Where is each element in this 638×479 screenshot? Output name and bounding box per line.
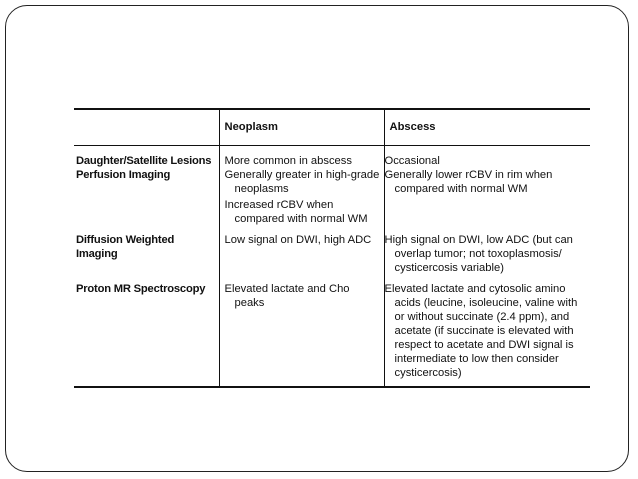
abscess-cell: High signal on DWI, low ADC (but can overlap tumor; not toxoplasmosis/ cysticercosis variable) xyxy=(384,226,590,275)
row-label-diffusion: Diffusion Weighted Imaging xyxy=(76,234,175,260)
abscess-cell: Elevated lactate and cytosolic amino acids (leucine, isoleucine, valine with or without succinate (2.4 ppm), and acetate (if succinate is elevated with respect to acetate and DWI signal is intermediate to low then consider cysticercosis) xyxy=(384,275,590,387)
table-header-row xyxy=(74,109,590,146)
table-row xyxy=(74,168,590,226)
table-row xyxy=(74,275,590,387)
comparison-table xyxy=(74,108,590,388)
header-abscess: Abscess xyxy=(384,109,590,146)
comparison-table-container xyxy=(74,108,590,388)
table-row xyxy=(74,226,590,275)
neoplasm-cell xyxy=(219,168,384,226)
header-neoplasm: Neoplasm xyxy=(219,109,384,146)
neoplasm-cell xyxy=(219,146,384,169)
abscess-cell: Occasional xyxy=(384,146,590,169)
table-row xyxy=(74,146,590,169)
abscess-cell: Generally lower rCBV in rim when compared with normal WM xyxy=(384,168,590,226)
neoplasm-entry: Generally greater in high-grade neoplasms xyxy=(224,169,380,195)
neoplasm-cell xyxy=(219,275,384,387)
neoplasm-entry: More common in abscess xyxy=(224,155,352,167)
neoplasm-entry: Elevated lactate and Cho peaks xyxy=(224,283,350,309)
neoplasm-cell xyxy=(219,226,384,275)
row-label-satellite: Daughter/Satellite Lesions xyxy=(76,155,212,167)
row-label-spectroscopy: Proton MR Spectroscopy xyxy=(76,283,206,295)
row-label-perfusion: Perfusion Imaging xyxy=(76,169,171,181)
header-empty xyxy=(74,109,219,146)
neoplasm-entry: Increased rCBV when compared with normal WM xyxy=(224,199,368,225)
neoplasm-entry: Low signal on DWI, high ADC xyxy=(224,234,372,246)
